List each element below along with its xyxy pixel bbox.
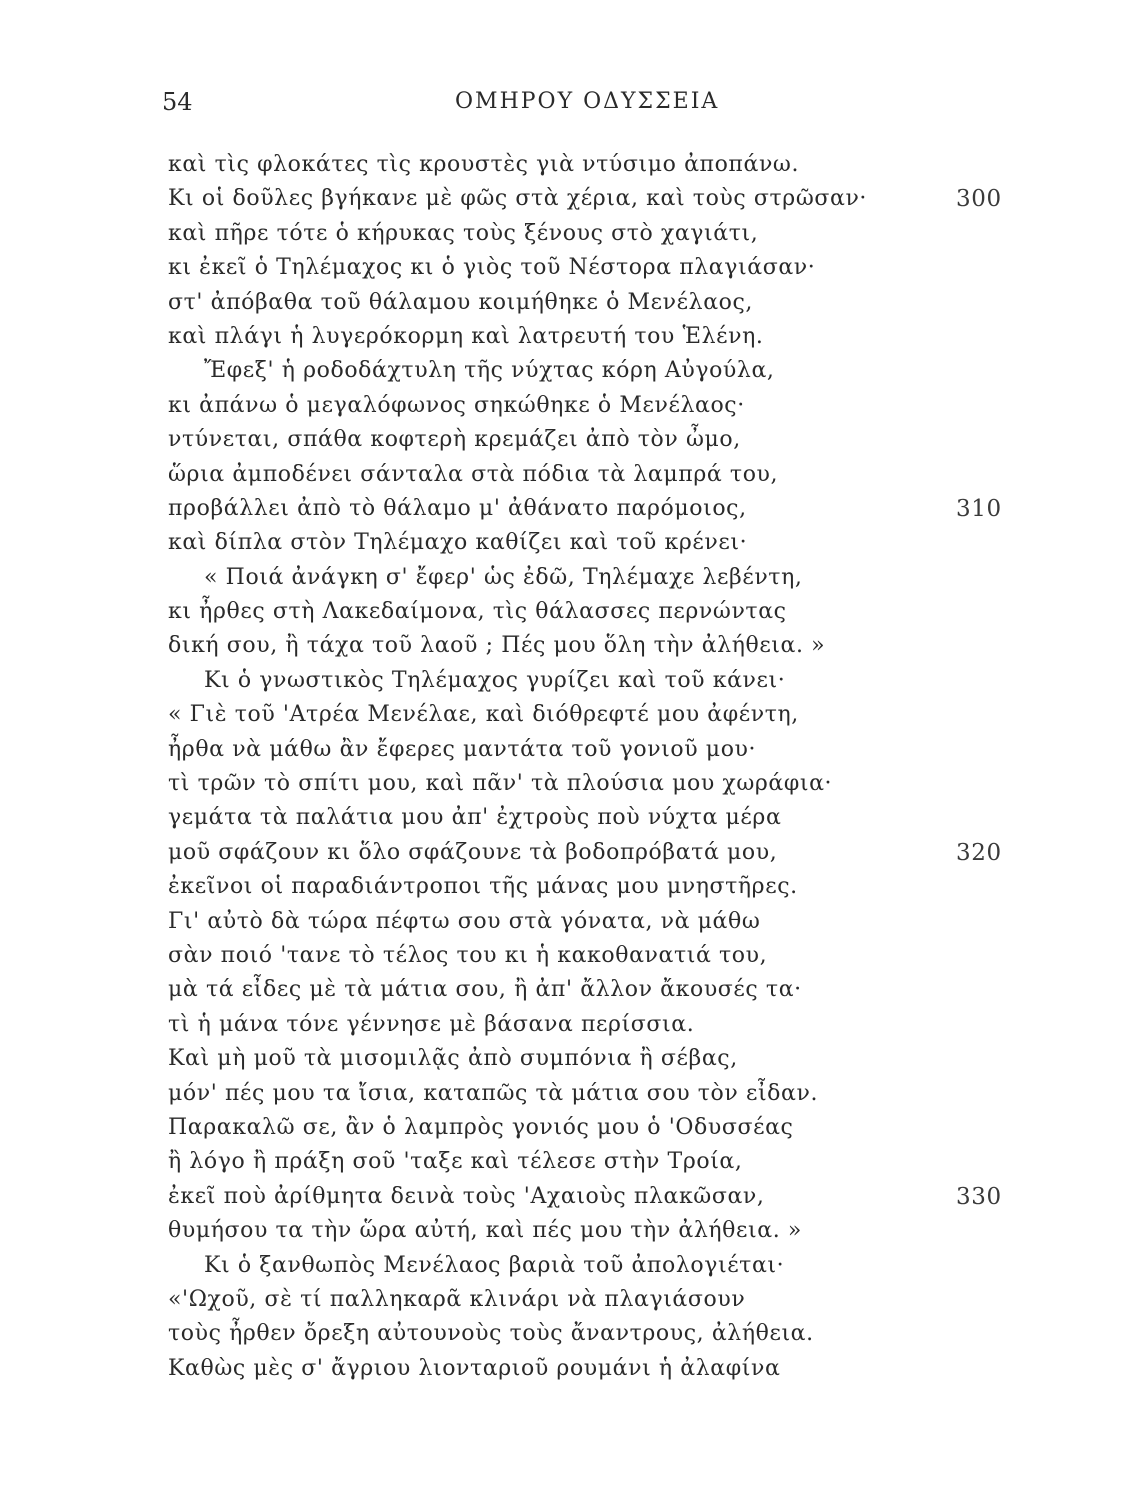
verse-text: Γι' αὐτὸ δὰ τώρα πέφτω σου στὰ γόνατα, νὰ μάθω: [168, 908, 761, 934]
verse-text: καὶ τὶς φλοκάτες τὶς κρουστὲς γιὰ ντύσιμο ἀποπάνω.: [168, 152, 800, 177]
verse-line: [168, 1180, 1002, 1214]
verse-text: θυμήσου τα τὴν ὥρα αὐτή, καὶ πές μου τὴν ἀλήθεια. »: [168, 1218, 802, 1244]
verse-text: Καὶ μὴ μοῦ τὰ μισομιλᾷς ἀπὸ συμπόνια ἢ σέβας,: [168, 1046, 738, 1072]
verse-line: [168, 1214, 868, 1248]
line-number: 320: [956, 839, 1002, 866]
verse-line: [168, 1317, 868, 1351]
verse-text: ἐκεῖνοι οἱ παραδιάντροποι τῆς μάνας μου μνηστῆρες.: [168, 874, 798, 900]
verse-text: τὶ ἡ μάνα τόνε γέννησε μὲ βάσανα περίσσια.: [168, 1011, 695, 1037]
line-number: 330: [956, 1183, 1002, 1210]
verse-line: [168, 182, 1002, 216]
verse-line: [168, 698, 868, 732]
verse-text: τοὺς ἦρθεν ὄρεξη αὐτουνοὺς τοὺς ἄναντρους, ἀλήθεια.: [168, 1321, 814, 1347]
verse-line: [168, 423, 868, 457]
verse-line: [168, 354, 868, 388]
verse-line: [168, 526, 868, 560]
verse-line: [168, 389, 868, 423]
verse-text: σὰν ποιό 'τανε τὸ τέλος του κι ἡ κακοθανατιά του,: [168, 942, 768, 968]
verse-line: [168, 870, 868, 904]
page-number: 54: [162, 88, 193, 116]
verse-line: [168, 1352, 868, 1386]
verse-line: [168, 973, 868, 1007]
verse-text: στ' ἀπόβαθα τοῦ θάλαμου κοιμήθηκε ὁ Μενέλαος,: [168, 289, 754, 315]
verse-line: [168, 251, 868, 285]
verse-text: ἢ λόγο ἢ πράξη σοῦ 'ταξε καὶ τέλεσε στὴν Τροία,: [168, 1149, 743, 1175]
verse-text: κι ἦρθες στὴ Λακεδαίμονα, τὶς θάλασσες περνώντας: [168, 599, 787, 625]
verse-text: δική σου, ἢ τάχα τοῦ λαοῦ ; Πές μου ὅλη τὴν ἀλήθεια. »: [168, 633, 826, 659]
verse-text: κι ἀπάνω ὁ μεγαλόφωνος σηκώθηκε ὁ Μενέλαος·: [168, 392, 745, 418]
verse-line: [168, 148, 868, 182]
verse-line: [168, 1145, 868, 1179]
verse-text: τὶ τρῶν τὸ σπίτι μου, καὶ πᾶν' τὰ πλούσια μου χωράφια·: [168, 771, 833, 797]
verse-line: [168, 595, 868, 629]
verse-text: « Ποιά ἀνάγκη σ' ἔφερ' ὡς ἐδῶ, Τηλέμαχε λεβέντη,: [204, 564, 803, 590]
poem-text: [168, 148, 1002, 1386]
verse-text: μοῦ σφάζουν κι ὅλο σφάζουνε τὰ βοδοπρόβατά μου,: [168, 839, 778, 865]
verse-text: καὶ δίπλα στὸν Τηλέμαχο καθίζει καὶ τοῦ κρένει·: [168, 530, 748, 556]
verse-line: [168, 939, 868, 973]
verse-text: «'Ωχοῦ, σὲ τί παλληκαρᾶ κλινάρι νὰ πλαγιάσουν: [168, 1286, 746, 1312]
verse-text: Ἔφεξ' ἡ ροδοδάχτυλη τῆς νύχτας κόρη Αὐγούλα,: [204, 358, 775, 384]
verse-text: κι ἐκεῖ ὁ Τηλέμαχος κι ὁ γιὸς τοῦ Νέστορα πλαγιάσαν·: [168, 255, 816, 281]
verse-line: [168, 905, 868, 939]
verse-text: μόν' πές μου τα ἴσια, καταπῶς τὰ μάτια σου τὸν εἶδαν.: [168, 1080, 819, 1106]
verse-line: [168, 320, 868, 354]
verse-text: Παρακαλῶ σε, ἂν ὁ λαμπρὸς γονιός μου ὁ 'Οδυσσέας: [168, 1114, 794, 1140]
verse-line: [168, 458, 868, 492]
verse-line: [168, 286, 868, 320]
verse-text: ἦρθα νὰ μάθω ἂν ἔφερες μαντάτα τοῦ γονιοῦ μου·: [168, 736, 757, 762]
running-head: ΟΜΗΡΟΥ ΟΔΥΣΣΕΙΑ: [455, 89, 720, 114]
verse-text: γεμάτα τὰ παλάτια μου ἀπ' ἐχτροὺς ποὺ νύχτα μέρα: [168, 805, 782, 831]
line-number: 300: [956, 186, 1002, 213]
verse-line: [168, 1008, 868, 1042]
verse-text: καὶ πῆρε τότε ὁ κήρυκας τοὺς ξένους στὸ χαγιάτι,: [168, 220, 759, 246]
verse-text: Καθὼς μὲς σ' ἄγριου λιονταριοῦ ρουμάνι ἡ ἀλαφίνα: [168, 1355, 781, 1381]
verse-line: [168, 561, 868, 595]
verse-line: [168, 733, 868, 767]
verse-line: [168, 1111, 868, 1145]
verse-text: ντύνεται, σπάθα κοφτερὴ κρεμάζει ἀπὸ τὸν ὦμο,: [168, 427, 741, 453]
verse-text: « Γιὲ τοῦ 'Ατρέα Μενέλαε, καὶ διόθρεφτέ μου ἀφέντη,: [168, 702, 799, 728]
verse-line: [168, 217, 868, 251]
verse-line: [168, 767, 868, 801]
verse-line: [168, 1077, 868, 1111]
verse-line: [168, 801, 868, 835]
verse-line: [168, 664, 868, 698]
verse-line: [168, 1042, 868, 1076]
verse-text: Κι οἱ δοῦλες βγήκανε μὲ φῶς στὰ χέρια, καὶ τοὺς στρῶσαν·: [168, 186, 868, 212]
verse-line: [168, 492, 1002, 526]
verse-text: ἐκεῖ ποὺ ἀρίθμητα δεινὰ τοὺς 'Αχαιοὺς πλακῶσαν,: [168, 1183, 765, 1209]
verse-line: [168, 836, 1002, 870]
verse-text: προβάλλει ἀπὸ τὸ θάλαμο μ' ἀθάνατο παρόμοιος,: [168, 495, 747, 521]
verse-text: ὥρια ἀμποδένει σάνταλα στὰ πόδια τὰ λαμπρά του,: [168, 461, 779, 487]
verse-line: [168, 1283, 868, 1317]
verse-text: καὶ πλάγι ἡ λυγερόκορμη καὶ λατρευτή του Ἑλένη.: [168, 323, 764, 349]
verse-text: Κι ὁ ξανθωπὸς Μενέλαος βαριὰ τοῦ ἀπολογιέται·: [204, 1252, 785, 1278]
verse-text: Κι ὁ γνωστικὸς Τηλέμαχος γυρίζει καὶ τοῦ κάνει·: [204, 667, 786, 693]
verse-line: [168, 1249, 868, 1283]
verse-text: μὰ τά εἶδες μὲ τὰ μάτια σου, ἢ ἀπ' ἄλλον ἄκουσές τα·: [168, 977, 802, 1003]
line-number: 310: [956, 495, 1002, 522]
verse-line: [168, 629, 868, 663]
